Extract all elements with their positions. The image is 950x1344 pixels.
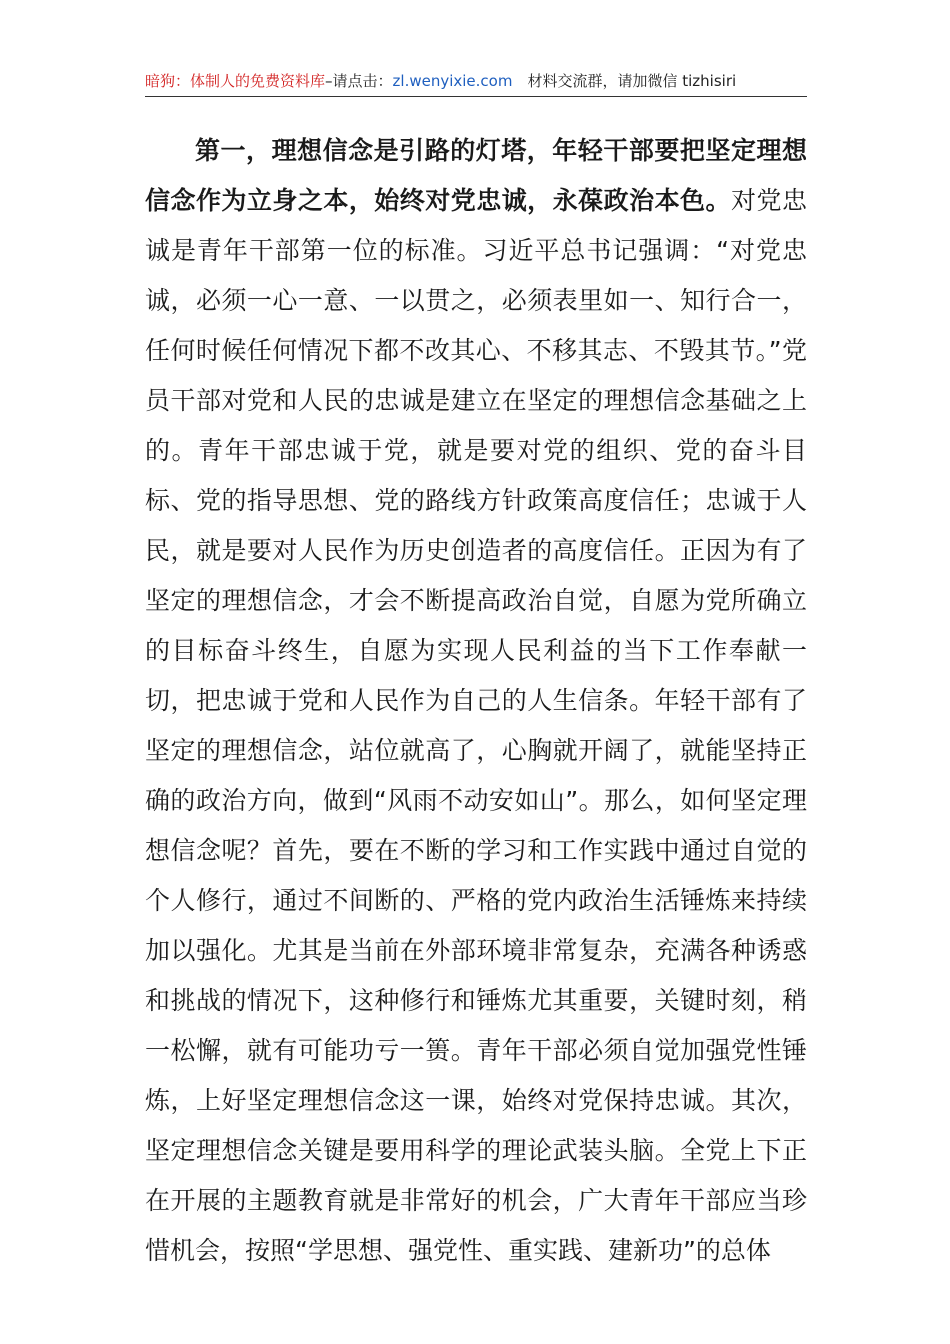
paragraph-lead-sentence: 第一，理想信念是引路的灯塔，年轻干部要把坚定理想信念作为立身之本，始终对党忠诚，永葆政治本色。 [145, 136, 807, 215]
header-click-prompt: –请点击： [325, 72, 393, 90]
header-wechat-note: 材料交流群，请加微信 tizhisiri [512, 72, 737, 90]
header-site-name: 暗狗：体制人的免费资料库 [145, 72, 326, 90]
header-link[interactable]: zl.wenyixie.com [392, 72, 513, 90]
page-header [145, 68, 807, 94]
header-divider [145, 96, 807, 97]
body-paragraph [145, 126, 807, 1276]
paragraph-body-text: 对党忠诚是青年干部第一位的标准。习近平总书记强调：“对党忠诚，必须一心一意、一以贯之，必须表里如一、知行合一，任何时候任何情况下都不改其心、不移其志、不毁其节。”党员干部对党和人民的忠诚是建立在坚定的理想信念基础之上的。青年干部忠诚于党，就是要对党的组织、党的奋斗目标、党的指导思想、党的路线方针政策高度信任；忠诚于人民，就是要对人民作为历史创造者的高度信任。正因为有了坚定的理想信念，才会不断提高政治自觉，自愿为党所确立的目标奋斗终生，自愿为实现人民利益的当下工作奉献一切，把忠诚于党和人民作为自己的人生信条。年轻干部有了坚定的理想信念，站位就高了，心胸就开阔了，就能坚持正确的政治方向，做到“风雨不动安如山”。那么，如何坚定理想信念呢？首先，要在不断的学习和工作实践中通过自觉的个人修行，通过不间断的、严格的党内政治生活锤炼来持续加以强化。尤其是当前在外部环境非常复杂，充满各种诱惑和挑战的情况下，这种修行和锤炼尤其重要，关键时刻，稍一松懈，就有可能功亏一篑。青年干部必须自觉加强党性锤炼，上好坚定理想信念这一课，始终对党保持忠诚。其次，坚定理想信念关键是要用科学的理论武装头脑。全党上下正在开展的主题教育就是非常好的机会，广大青年干部应当珍惜机会，按照“学思想、强党性、重实践、建新功”的总体 [145, 186, 807, 1265]
